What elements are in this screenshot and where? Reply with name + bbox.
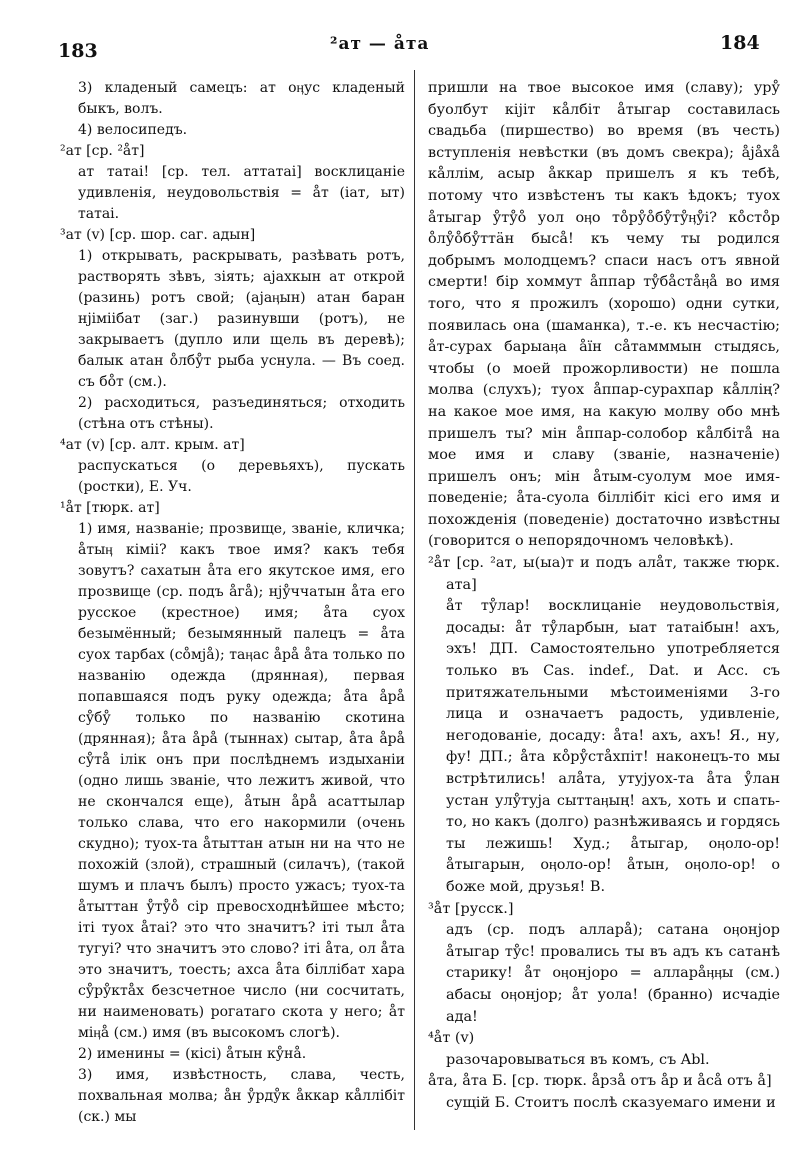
dictionary-paragraph: 1) имя, названіе; прозвище, званіе, кличка; а̊тыӊ кіміі? какъ твое имя? какъ тебя зовутъ? сахатын а̊та его якутское имя, его прозвище (ср. подъ а̊га̊); нjу̊ччатын а̊та его русское (крестное) имя; а̊та суох безымённый; безымянный палецъ = а̊та суох тарбах (со̊мjа̊); таӊас а̊ра̊ а̊та только по названію одежда (дрянная), первая попавшаяся подъ руку одежда; а̊та а̊ра̊ су̊бу̊ только по названію скотина (дрянная); а̊та а̊ра̊ (тыннах) сытар, а̊та а̊ра̊ су̊та̊ ілік онъ при послѣднемъ издыханіи (одно лишь званіе, что лежитъ живой, что не скончался еще), а̊тын а̊ра̊ асаттылар только слава, что его накормили (очень скудно); туох-та а̊тыттан атын ни на что не похожій (злой), страшный (силачъ), (такой шумъ и плачъ былъ) просто ужасъ; туох-та а̊тыттан у̊ту̊о̊ сір превосходнѣйшее мѣсто; іті туох а̊таі? это что значитъ? іті тыл а̊та тугуі? что значитъ это слово? іті а̊та, ол а̊та это значитъ, тоесть; ахса а̊та біллібат хара су̊ру̊кта̊х безсчетное число (ни сосчитать, ни наименовать) рогатаго скота у него; а̊т міӊа̊ (см.) имя (въ высокомъ слогѣ). bbox=[78, 521, 405, 1041]
dictionary-paragraph: адъ (ср. подъ аллара̊); сатана оӊонjор а̊тыгар ту̊с! провались ты въ адъ къ сатанѣ старику! а̊т оӊонjоро = аллара̊ӊӊы (см.) абасы оӊонjор; а̊т уола! (бранно) исчадіе ада! bbox=[446, 922, 780, 1025]
dictionary-paragraph: ²ат [ср. ²а̊т] bbox=[60, 143, 145, 159]
dictionary-paragraph: 3) имя, извѣстность, слава, честь, похвальная молва; а̊н у̊рду̊к а̊ккар ка̊ллібіт (ск.) мы bbox=[78, 1067, 405, 1125]
dictionary-paragraph: ²а̊т [ср. ²ат, ы(ыа)т и подъ ала̊т, также тюрк. ата] bbox=[428, 555, 780, 593]
dictionary-paragraph: 2) расходиться, разъединяться; отходить (стѣна отъ стѣны). bbox=[78, 395, 405, 432]
dictionary-paragraph: 2) именины = (кісі) а̊тын ку̊на̊. bbox=[78, 1046, 307, 1062]
dictionary-paragraph: ⁴а̊т (v) bbox=[428, 1030, 475, 1047]
right-column bbox=[428, 78, 780, 1115]
running-head: ²ат — а̊та bbox=[330, 34, 430, 54]
dictionary-paragraph: 1) открывать, раскрывать, разѣвать ротъ, растворять зѣвъ, зіять; аjахкын ат открой (разинь) ротъ свой; (аjаӊын) атан баран нjіміібат (заг.) разинувши (ротъ), не закрываетъ (дупло или щель въ деревѣ); балык атан о̊лбу̊т рыба уснула. — Въ соед. съ бо̊т (см.). bbox=[78, 248, 405, 390]
page-number-right: 184 bbox=[720, 32, 760, 54]
dictionary-paragraph: разочаровываться въ комъ, съ Abl. bbox=[446, 1051, 710, 1068]
dictionary-paragraph: распускаться (о деревьяхъ), пускать (ростки), Е. Уч. bbox=[78, 458, 405, 495]
dictionary-paragraph: 4) велосипедъ. bbox=[78, 122, 188, 138]
dictionary-paragraph: а̊та, а̊та Б. [ср. тюрк. а̊рза̊ отъ а̊р и а̊са̊ отъ а̊] bbox=[428, 1073, 772, 1090]
left-column bbox=[60, 78, 405, 1128]
dictionary-paragraph: 3) кладеный самецъ: ат оӊус кладеный быкъ, волъ. bbox=[78, 80, 405, 117]
dictionary-paragraph: ³а̊т [русск.] bbox=[428, 900, 514, 917]
dictionary-paragraph: ⁴ат (v) [ср. алт. крым. ат] bbox=[60, 437, 245, 453]
dictionary-paragraph: ат татаі! [ср. тел. аттатаі] восклицаніе удивленія, неудовольствія = а̊т (іат, ыт) татаі. bbox=[78, 164, 405, 222]
page-number-left: 183 bbox=[58, 40, 98, 62]
dictionary-paragraph: сущій Б. Стоитъ послѣ сказуемаго имени и bbox=[446, 1094, 776, 1111]
dictionary-paragraph: а̊т ту̊лар! восклицаніе неудовольствія, досады: а̊т ту̊ларбын, ыат татаібын! ахъ, эхъ! ДП. Самостоятельно употребляется только въ Cas. indef., Dat. и Acc. съ притяжательными мѣстоименіями 3-го лица и означаетъ радость, удивленіе, негодованіе, досаду: а̊та! ахъ, ахъ! Я., ну, фу! ДП.; а̊та ко̊ру̊ста̊хпіт! наконецъ-то мы встрѣтились! ала̊та, утуjуох-та а̊та у̊лан устан улу̊туjа сыттаӊың! ахъ, хоть и спать-то, но какъ (долго) разнѣживаясь и гордясь ты лежишь! Худ.; а̊тыгар, оӊоло-ор! а̊тыгарын, оӊоло-ор! а̊тын, оӊоло-ор! о боже мой, друзья! В. bbox=[446, 598, 780, 895]
column-divider bbox=[414, 70, 415, 1130]
page-header bbox=[0, 0, 800, 60]
dictionary-paragraph: пришли на твое высокое имя (славу); уру̊ буолбут кіjіт ка̊лбіт а̊тыгар составилась свадьба (пиршество) во время (въ честь) вступленія невѣстки (въ домъ свекра); а̊jа̊ха̊ ка̊ллім, асыр а̊ккар пришелъ я къ тебѣ, потому что извѣстенъ ты какъ ѣдокъ; туох а̊тыгар у̊ту̊о̊ уол оӊо то̊ру̊о̊бу̊ту̊ӊу̊і? ко̊сто̊р о̊лу̊о̊бу̊ттӓн быса̊! къ чему ты родился добрымъ молодцемъ? спаси насъ отъ явной смерти! бір хоммут а̊ппар ту̊ба̊ста̊ӊа̊ во имя того, что я прожилъ (хорошо) одни сутки, появилась она (шаманка), т.-е. къ несчастію; а̊т-сурах барыаӊа а̊їн са̊тамммын стыдясь, чтобы (о моей прожорливости) не пошла молва (слухъ); туох а̊ппар-сурахпар ка̊ллің? на какое мое имя, на какую молву обо мнѣ пришелъ ты? мін а̊ппар-солобор ка̊лбіта̊ на мое имя и славу (званіе, назначеніе) пришелъ онъ; мін а̊тым-суолум мое имя-поведеніе; а̊та-суола біллібіт кісі его имя и похожденія (поведеніе) достаточно извѣстны (говорится о непорядочномъ человѣкѣ). bbox=[428, 80, 780, 550]
dictionary-paragraph: ³ат (v) [ср. шор. саг. адын] bbox=[60, 227, 256, 243]
dictionary-paragraph: ¹а̊т [тюрк. ат] bbox=[60, 500, 160, 516]
